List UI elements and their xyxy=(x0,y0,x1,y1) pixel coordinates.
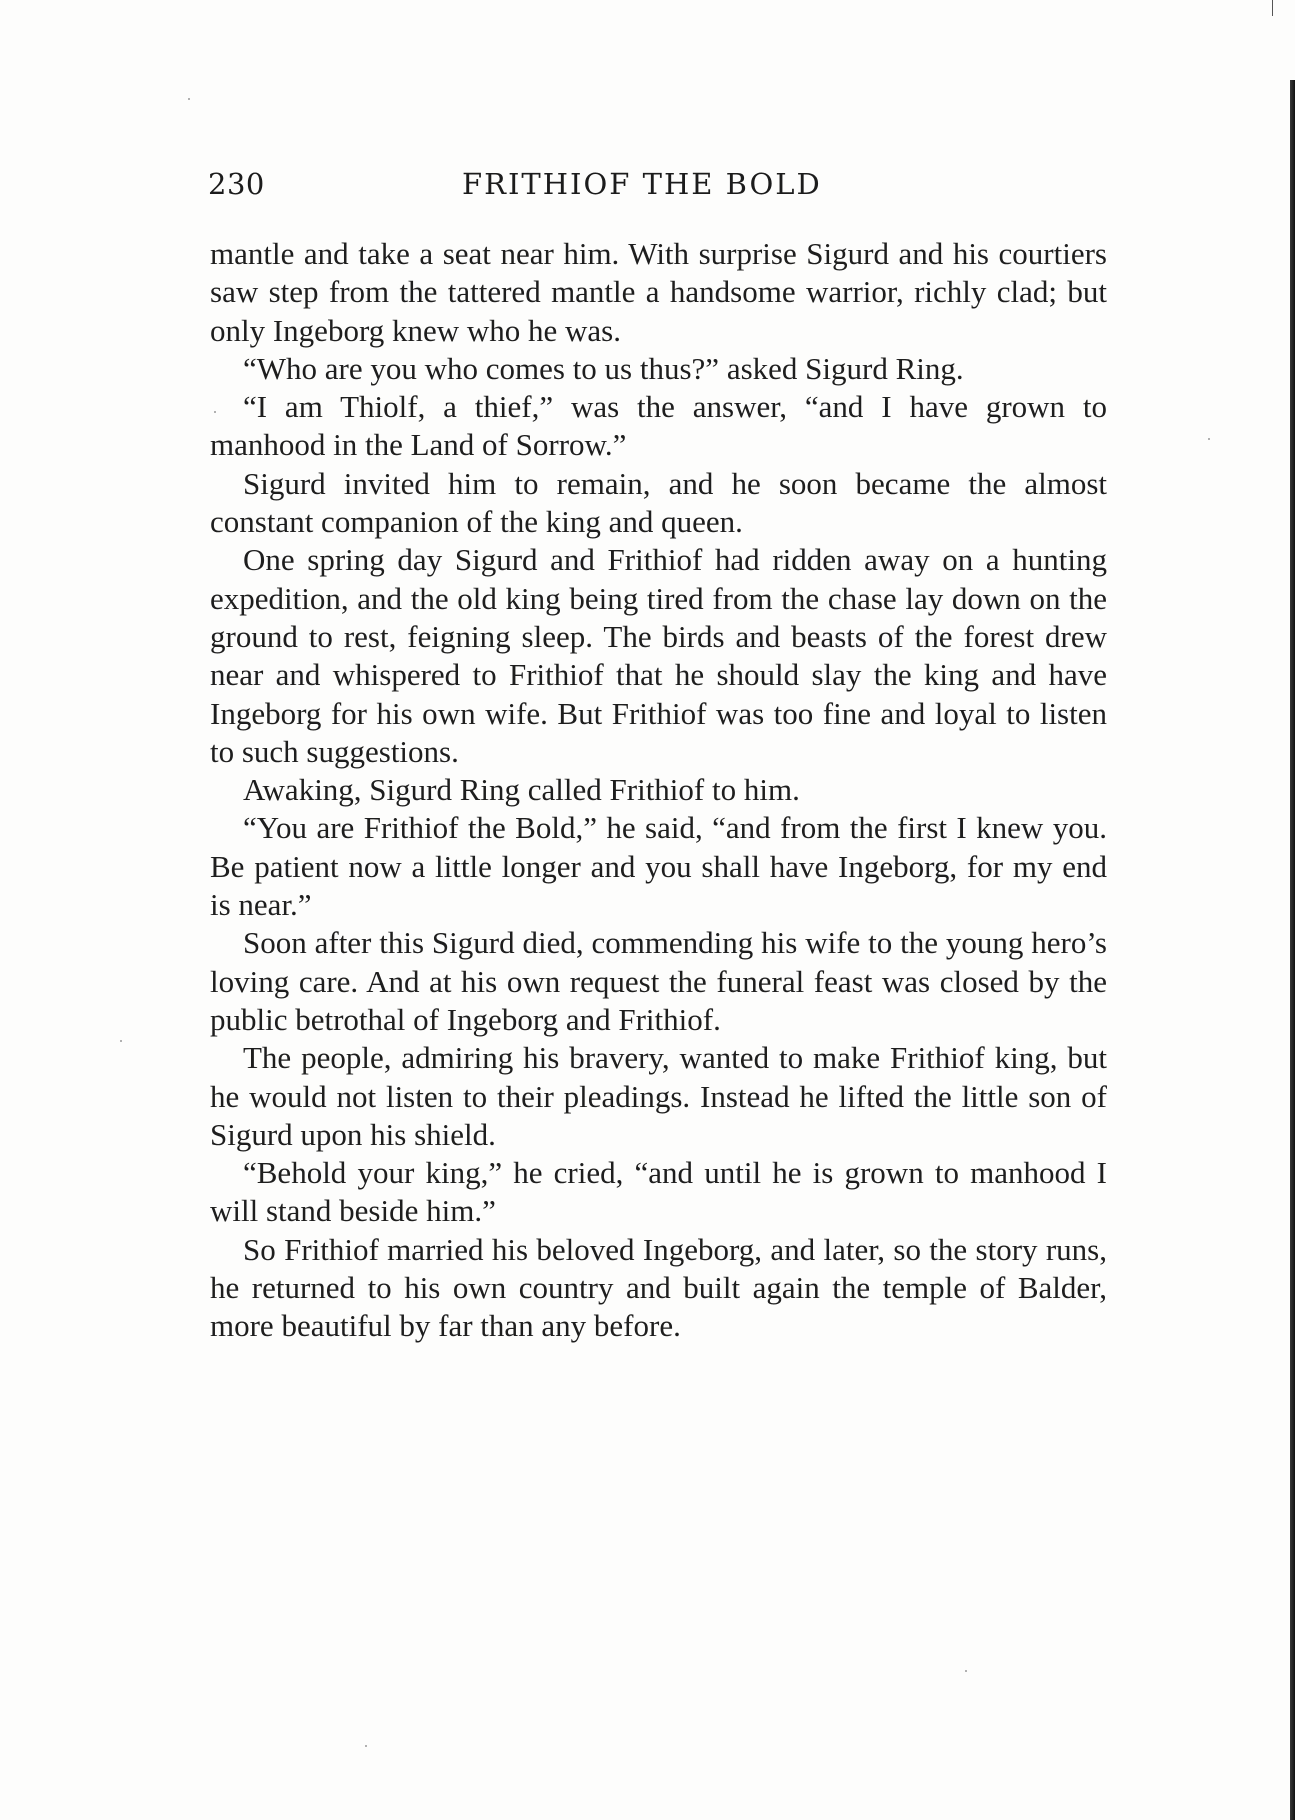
page-edge-mark xyxy=(1272,0,1273,16)
paragraph: Sigurd invited him to remain, and he soon became the almost constant companion of the king and queen. xyxy=(210,465,1107,540)
running-title: FRITHIOF THE BOLD xyxy=(462,167,822,201)
paper-speck xyxy=(214,411,216,413)
page-number: 230 xyxy=(208,167,265,201)
paragraph: Soon after this Sigurd died, commending his wife to the young hero’s loving care. And at his own request the funeral feast was closed by the public betrothal of Ingeborg and Frithiof. xyxy=(210,925,1107,1037)
paragraph: “Behold your king,” he cried, “and until he is grown to manhood I will stand beside him.” xyxy=(210,1155,1107,1229)
paper-speck xyxy=(1208,438,1210,440)
page-binding-edge xyxy=(1290,80,1295,1820)
paragraph-continuation: mantle and take a seat near him. With surprise Sigurd and his courtiers saw step from the tattered mantle a handsome warrior, richly clad; but only Ingeborg knew who he was. xyxy=(210,236,1107,348)
page-header xyxy=(208,163,1108,213)
body-text xyxy=(210,235,1107,1346)
paragraph: “I am Thiolf, a thief,” was the answer, “and I have grown to manhood in the Land of Sorrow.” xyxy=(210,389,1107,463)
paragraph: One spring day Sigurd and Frithiof had ridden away on a hunting expedition, and the old king being tired from the chase lay down on the ground to rest, feigning sleep. The birds and beasts of the forest drew near and whispered to Frithiof that he should slay the king and have Ingeborg for his own wife. But Frithiof was too fine and loyal to listen to such suggestions. xyxy=(210,542,1107,769)
paragraph: Awaking, Sigurd Ring called Frithiof to him. xyxy=(243,772,800,808)
paragraph: “Who are you who comes to us thus?” asked Sigurd Ring. xyxy=(243,350,964,386)
paper-speck xyxy=(365,1745,367,1747)
paper-speck xyxy=(120,1040,122,1042)
paper-speck xyxy=(188,98,190,100)
paper-speck xyxy=(965,1670,967,1672)
paragraph: The people, admiring his bravery, wanted to make Frithiof king, but he would not listen to their pleadings. Instead he lifted the little son of Sigurd upon his shield. xyxy=(210,1040,1107,1152)
paragraph: So Frithiof married his beloved Ingeborg, and later, so the story runs, he returned to his own country and built again the temple of Balder, more beautiful by far than any before. xyxy=(210,1231,1107,1344)
paragraph: “You are Frithiof the Bold,” he said, “and from the first I knew you. Be patient now a little longer and you shall have Ingeborg, for my end is near.” xyxy=(210,810,1107,923)
